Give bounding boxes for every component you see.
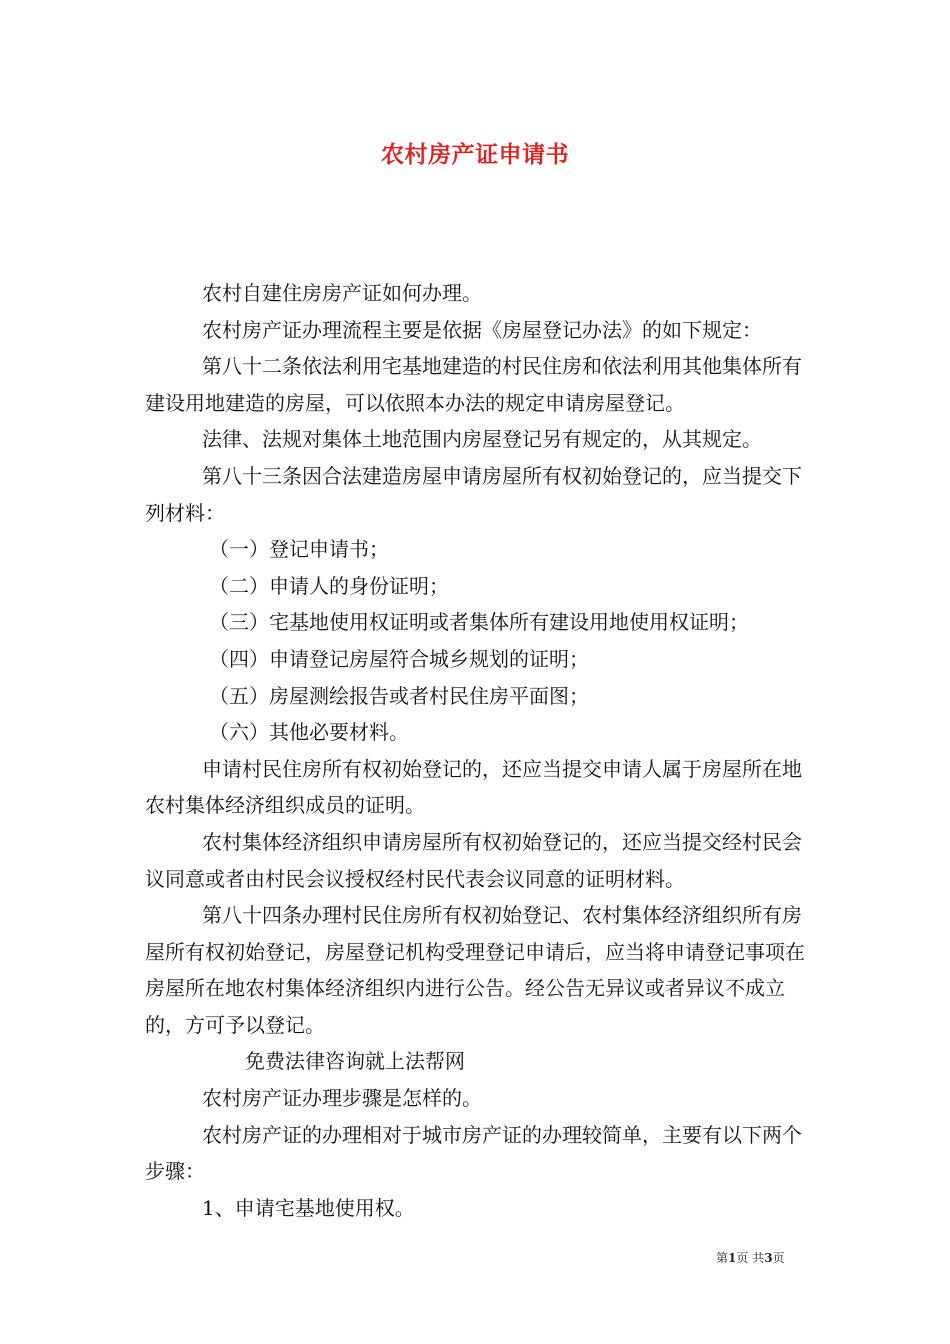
paragraph: 农村自建住房房产证如何办理。 <box>202 281 482 305</box>
footer-prefix: 第 <box>716 1251 729 1265</box>
list-item: （五）房屋测绘报告或者村民住房平面图； <box>209 683 589 708</box>
paragraph: 第八十二条依法利用宅基地建造的村民住房和依法利用其他集体所有建设用地建造的房屋，可以依照本办法的规定申请房屋登记。 <box>145 354 802 415</box>
document-title: 农村房产证申请书 <box>381 142 569 168</box>
document-body <box>145 275 810 1226</box>
paragraph: 农村房产证办理步骤是怎样的。 <box>202 1086 482 1111</box>
paragraph: 第八十四条办理村民住房所有权初始登记、农村集体经济组织所有房屋所有权初始登记，房屋登记机构受理登记申请后，应当将申请登记事项在房屋所在地农村集体经济组织内进行公告。经公告无异议或者异议不成立的，方可予以登记。 <box>145 903 805 1037</box>
footer-middle: 页 共 <box>736 1251 765 1265</box>
list-item: （六）其他必要材料。 <box>209 720 409 745</box>
promo-line: 免费法律咨询就上法帮网 <box>245 1049 465 1074</box>
paragraph: 申请村民住房所有权初始登记的，还应当提交申请人属于房屋所在地农村集体经济组织成员的证明。 <box>145 756 802 818</box>
paragraph: 农村房产证办理流程主要是依据《房屋登记办法》的如下规定： <box>202 317 762 342</box>
paragraph: 法律、法规对集体土地范围内房屋登记另有规定的，从其规定。 <box>202 427 762 452</box>
list-item: （二）申请人的身份证明； <box>209 573 449 598</box>
list-item: （三）宅基地使用权证明或者集体所有建设用地使用权证明； <box>209 610 749 635</box>
page-footer <box>716 1249 785 1266</box>
paragraph: 第八十三条因合法建造房屋申请房屋所有权初始登记的，应当提交下列材料： <box>145 463 802 525</box>
list-item: （四）申请登记房屋符合城乡规划的证明； <box>209 646 589 671</box>
paragraph: 农村集体经济组织申请房屋所有权初始登记的，还应当提交经村民会议同意或者由村民会议授权经村民代表会议同意的证明材料。 <box>145 829 802 891</box>
paragraph: 农村房产证的办理相对于城市房产证的办理较简单，主要有以下两个步骤： <box>145 1122 802 1184</box>
paragraph: 1、申请宅基地使用权。 <box>202 1195 415 1220</box>
footer-suffix: 页 <box>772 1251 785 1265</box>
footer-page-number: 1 <box>728 1251 737 1265</box>
footer-total-pages: 3 <box>764 1251 773 1265</box>
list-item: （一）登记申请书； <box>209 537 389 562</box>
